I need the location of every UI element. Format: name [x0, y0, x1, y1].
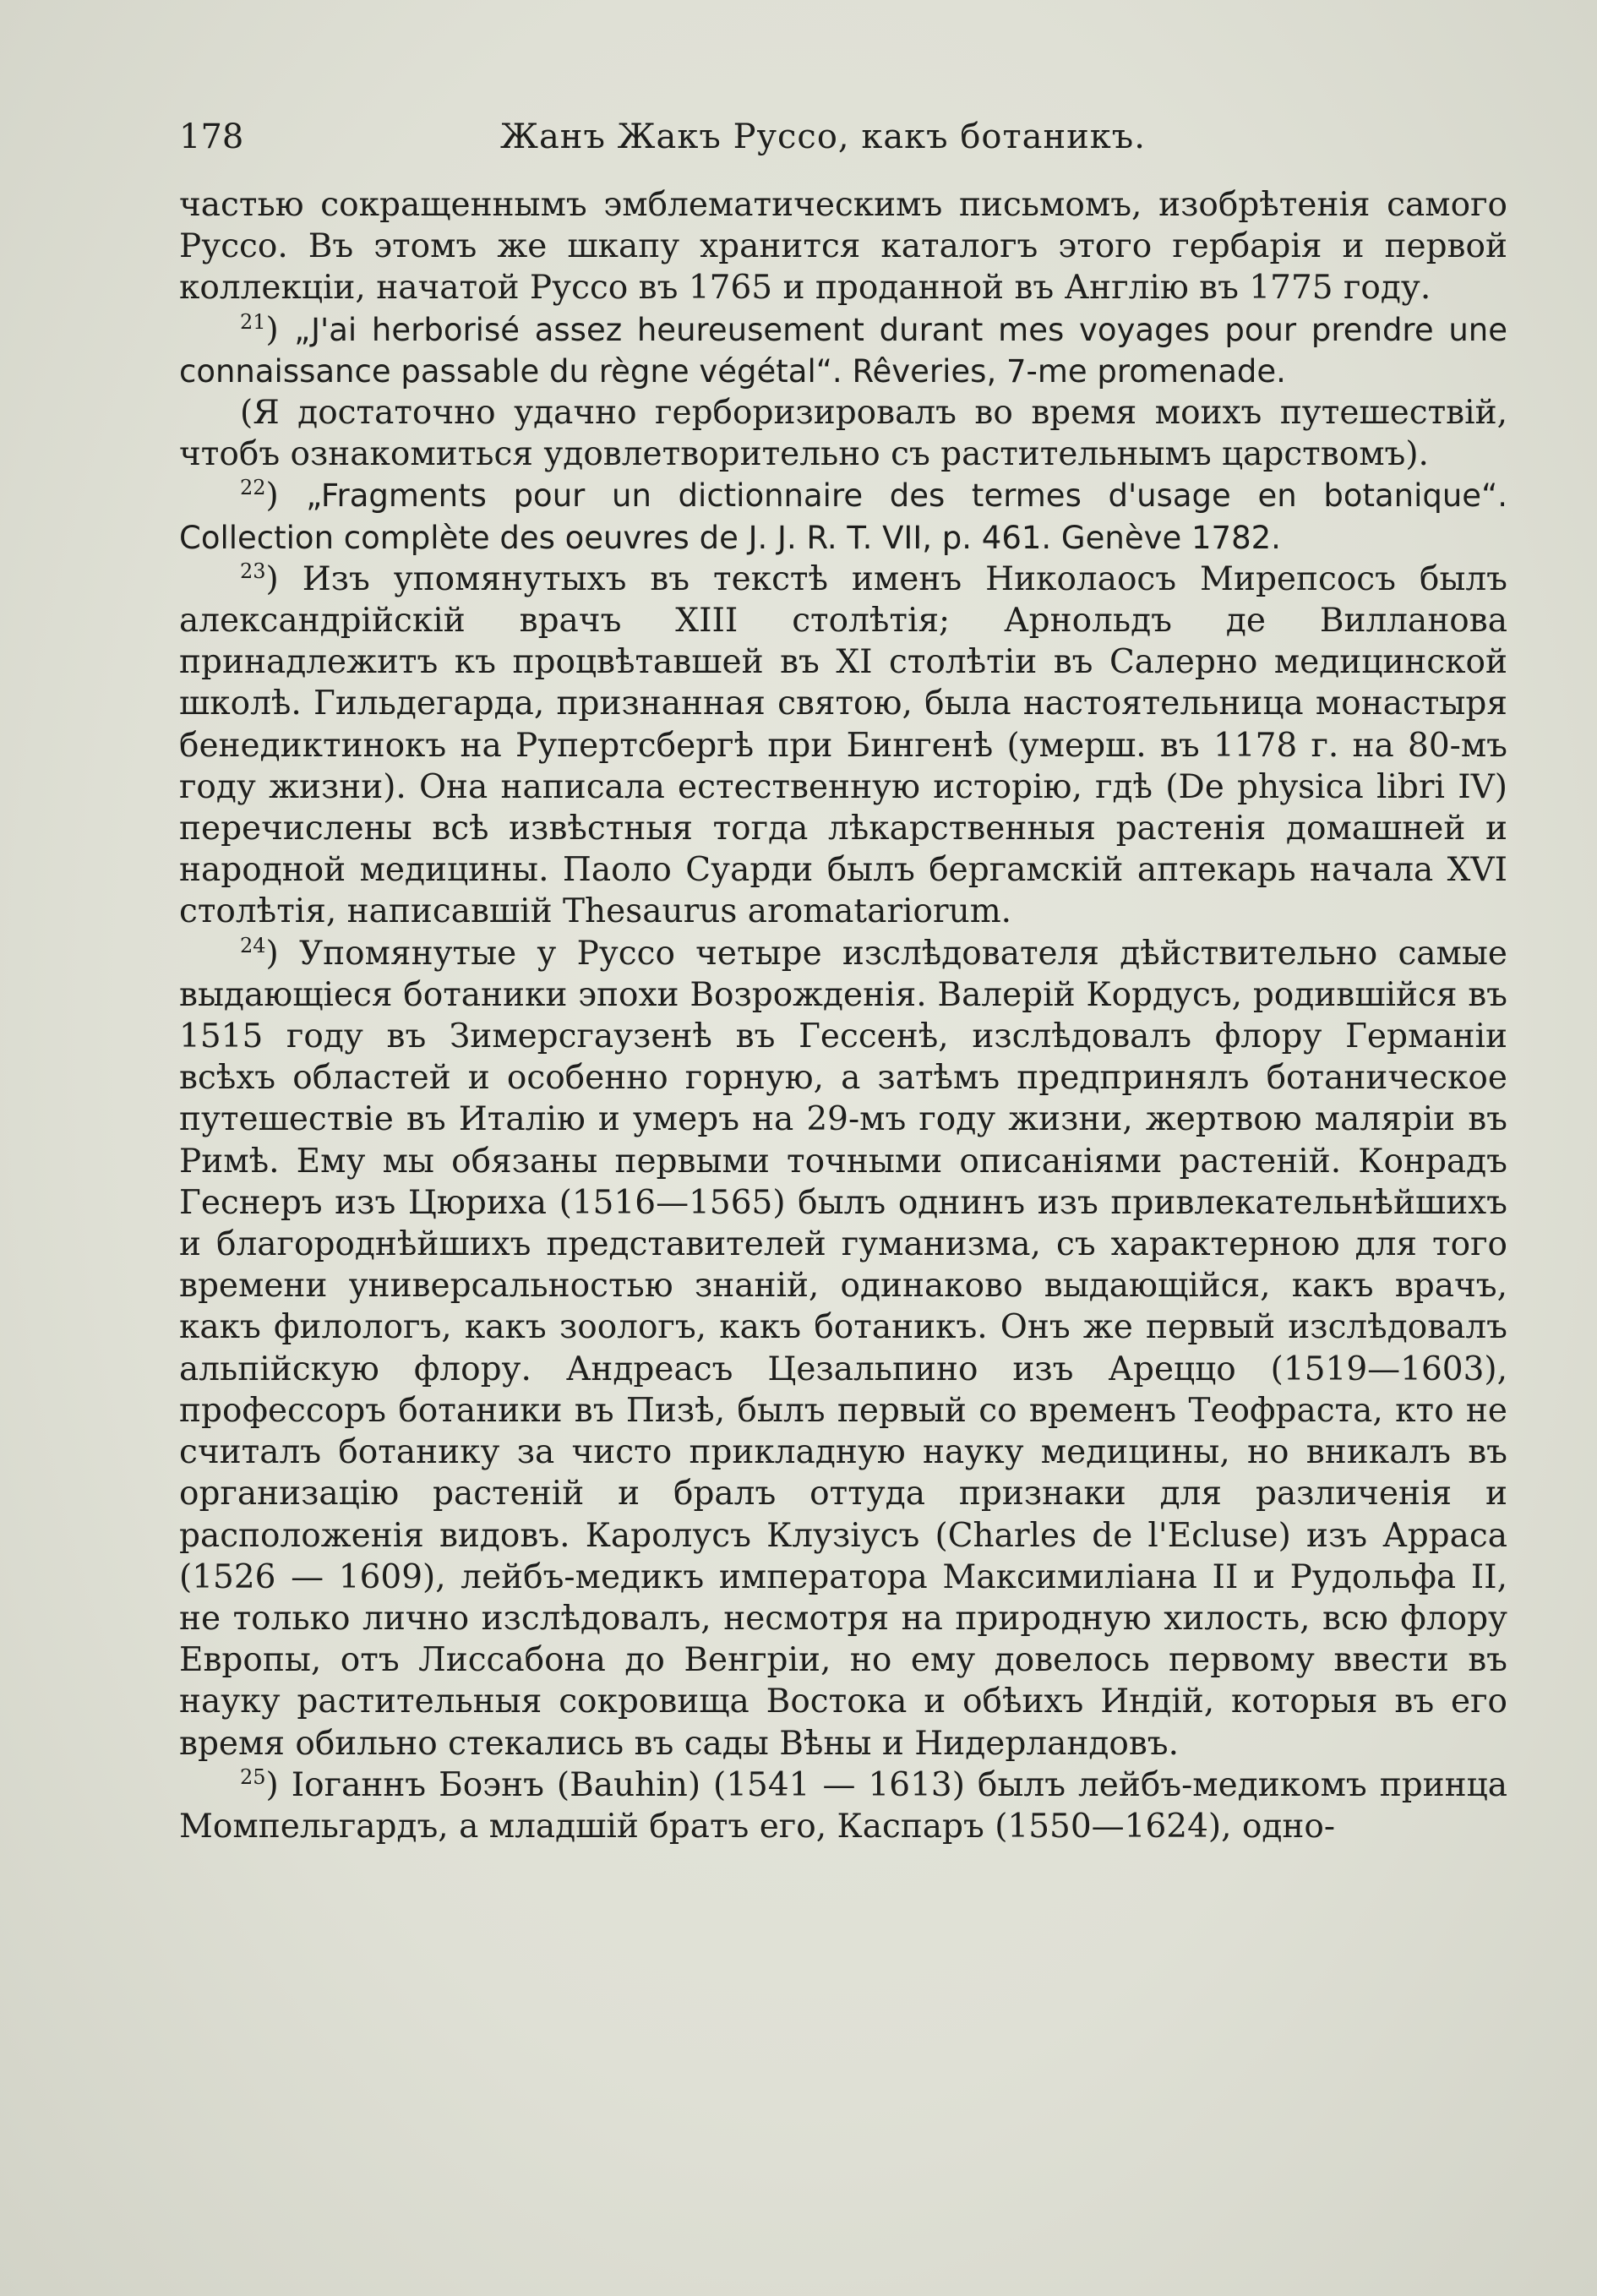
footnote-21: $^{21}$) „J'ai herborisé assez heureusement durant mes voyages pour prendre une connaissance passable du règne végétal“. Rêveries, 7-me promenade. [179, 309, 1507, 390]
footnote-continuation [179, 184, 1507, 309]
footnotes-body [179, 184, 1507, 1847]
footnote-marker: 25 [240, 1764, 266, 1789]
footnote-21-translation [179, 392, 1507, 475]
footnote-marker: 21 [240, 309, 266, 334]
footnote-text: Упомянутые у Руссо четыре изслѣдователя дѣйствительно самые выдающіеся ботаники эпохи Возрожденія. Валерій Кордусъ, родившійся въ 1515 году въ Зимерсгаузенѣ въ Гессенѣ, изслѣдовалъ флору Германіи всѣхъ областей и особенно горную, а затѣмъ предпринялъ ботаническое путешествіе въ Италію и умеръ на 29-мъ году жизни, жертвою маляріи въ Римѣ. Ему мы обязаны первыми точными описаніями растеній. Конрадъ Геснеръ изъ Цюриха (1516—1565) былъ однинъ изъ привлекательнѣйшихъ и благороднѣйшихъ представителей гуманизма, съ характерною для того времени универсальностью знаній, одинаково выдающійся, какъ врачъ, какъ филологъ, какъ зоологъ, какъ ботаникъ. Онъ же первый изслѣдовалъ альпійскую флору. Андреасъ Цезальпино изъ Ареццо (1519—1603), профессоръ ботаники въ Пизѣ, былъ первый со временъ Теофраста, кто не считалъ ботанику за чисто прикладную науку медицины, но вникалъ въ организацію растеній и бралъ оттуда признаки для различенія и расположенія видовъ. Каролусъ Клузіусъ (Charles de l'Ecluse) изъ Арраса (1526 — 1609), лейбъ-медикъ императора Максимиліана II и Рудольфа II, не только лично изслѣдовалъ, несмотря на природную хилость, всю флору Европы, отъ Лиссабона до Венгріи, но ему довелось первому ввести въ науку растительныя сокровища Востока и обѣихъ Индій, которыя въ его время обильно стекались въ сады Вѣны и Нидерландовъ. [179, 934, 1507, 1763]
footnote-marker: 22 [240, 476, 266, 500]
footnote-text: „Fragments pour un dictionnaire des termes d'usage en botanique“. Collection complète des oeuvres de J. J. R. T. VII, p. 461. Genève 1782. [179, 477, 1507, 556]
footnote-marker: 24 [240, 933, 266, 957]
footnote-text: „J'ai herborisé assez heureusement durant mes voyages pour prendre une connaissance passable du règne végétal“. Rêveries, 7-me promenade. [179, 311, 1507, 390]
running-title: Жанъ Жакъ Руссо, какъ ботаникъ. [500, 117, 1146, 156]
footnote-text: Іоганнъ Боэнъ (Bauhin) (1541 — 1613) былъ лейбъ-медикомъ принца Момпельгардъ, а младшій братъ его, Каспаръ (1550—1624), одно- [179, 1765, 1507, 1846]
footnote-text: (Я достаточно удачно герборизировалъ во время моихъ путешествій, чтобъ ознакомиться удовлетворительно съ растительнымъ царствомъ). [179, 394, 1507, 474]
footnote-25: $^{25}$) Іоганнъ Боэнъ (Bauhin) (1541 — 1613) былъ лейбъ-медикомъ принца Момпельгардъ, а младшій братъ его, Каспаръ (1550—1624), одно- [179, 1764, 1507, 1846]
footnote-22: $^{22}$) „Fragments pour un dictionnaire des termes d'usage en botanique“. Collection complète des oeuvres de J. J. R. T. VII, p. 461. Genève 1782. [179, 476, 1507, 556]
footnote-23: $^{23}$) Изъ упомянутыхъ въ текстѣ именъ Николаосъ Мирепсосъ былъ александрійскій врачъ XIII столѣтія; Арнольдъ де Вилланова принадлежитъ къ процвѣтавшей въ XI столѣтіи въ Салерно медицинской школѣ. Гильдегарда, признанная святою, была настоятельница монастыря бенедиктинокъ на Рупертсбергѣ при Бингенѣ (умерш. въ 1178 г. на 80-мъ году жизни). Она написала естественную исторію, гдѣ (De physica libri IV) перечислены всѣ извѣстныя тогда лѣкарственныя растенія домашней и народной медицины. Паоло Суарди былъ бергамскій аптекарь начала XVI столѣтія, написавшій Thesaurus aromatariorum. [179, 559, 1507, 931]
footnote-marker: 23 [240, 559, 266, 583]
page-number: 178 [179, 117, 244, 156]
footnote-text: частью сокращеннымъ эмблематическимъ письмомъ, изобрѣтенія самого Руссо. Въ этомъ же шкапу хранится каталогъ этого гербарія и первой коллекціи, начатой Руссо въ 1765 и проданной въ Англію въ 1775 году. [179, 186, 1507, 308]
footnote-24: $^{24}$) Упомянутые у Руссо четыре изслѣдователя дѣйствительно самые выдающіеся ботаники эпохи Возрожденія. Валерій Кордусъ, родившійся въ 1515 году въ Зимерсгаузенѣ въ Гессенѣ, изслѣдовалъ флору Германіи всѣхъ областей и особенно горную, а затѣмъ предпринялъ ботаническое путешествіе въ Италію и умеръ на 29-мъ году жизни, жертвою маляріи въ Римѣ. Ему мы обязаны первыми точными описаніями растеній. Конрадъ Геснеръ изъ Цюриха (1516—1565) былъ однинъ изъ привлекательнѣйшихъ и благороднѣйшихъ представителей гуманизма, съ характерною для того времени универсальностью знаній, одинаково выдающійся, какъ врачъ, какъ филологъ, какъ зоологъ, какъ ботаникъ. Онъ же первый изслѣдовалъ альпійскую флору. Андреасъ Цезальпино изъ Ареццо (1519—1603), профессоръ ботаники въ Пизѣ, былъ первый со временъ Теофраста, кто не считалъ ботанику за чисто прикладную науку медицины, но вникалъ въ организацію растеній и бралъ оттуда признаки для различенія и расположенія видовъ. Каролусъ Клузіусъ (Charles de l'Ecluse) изъ Арраса (1526 — 1609), лейбъ-медикъ императора Максимиліана II и Рудольфа II, не только лично изслѣдовалъ, несмотря на природную хилость, всю флору Европы, отъ Лиссабона до Венгріи, но ему довелось первому ввести въ науку растительныя сокровища Востока и обѣихъ Индій, которыя въ его время обильно стекались въ сады Вѣны и Нидерландовъ. [179, 933, 1507, 1763]
footnote-text: Изъ упомянутыхъ въ текстѣ именъ Николаосъ Мирепсосъ былъ александрійскій врачъ XIII столѣтія; Арнольдъ де Вилланова принадлежитъ къ процвѣтавшей въ XI столѣтіи въ Салерно медицинской школѣ. Гильдегарда, признанная святою, была настоятельница монастыря бенедиктинокъ на Рупертсбергѣ при Бингенѣ (умерш. въ 1178 г. на 80-мъ году жизни). Она написала естественную исторію, гдѣ (De physica libri IV) перечислены всѣ извѣстныя тогда лѣкарственныя растенія домашней и народной медицины. Паоло Суарди былъ бергамскій аптекарь начала XVI столѣтія, написавшій Thesaurus aromatariorum. [179, 559, 1507, 931]
page-header [179, 113, 1497, 161]
